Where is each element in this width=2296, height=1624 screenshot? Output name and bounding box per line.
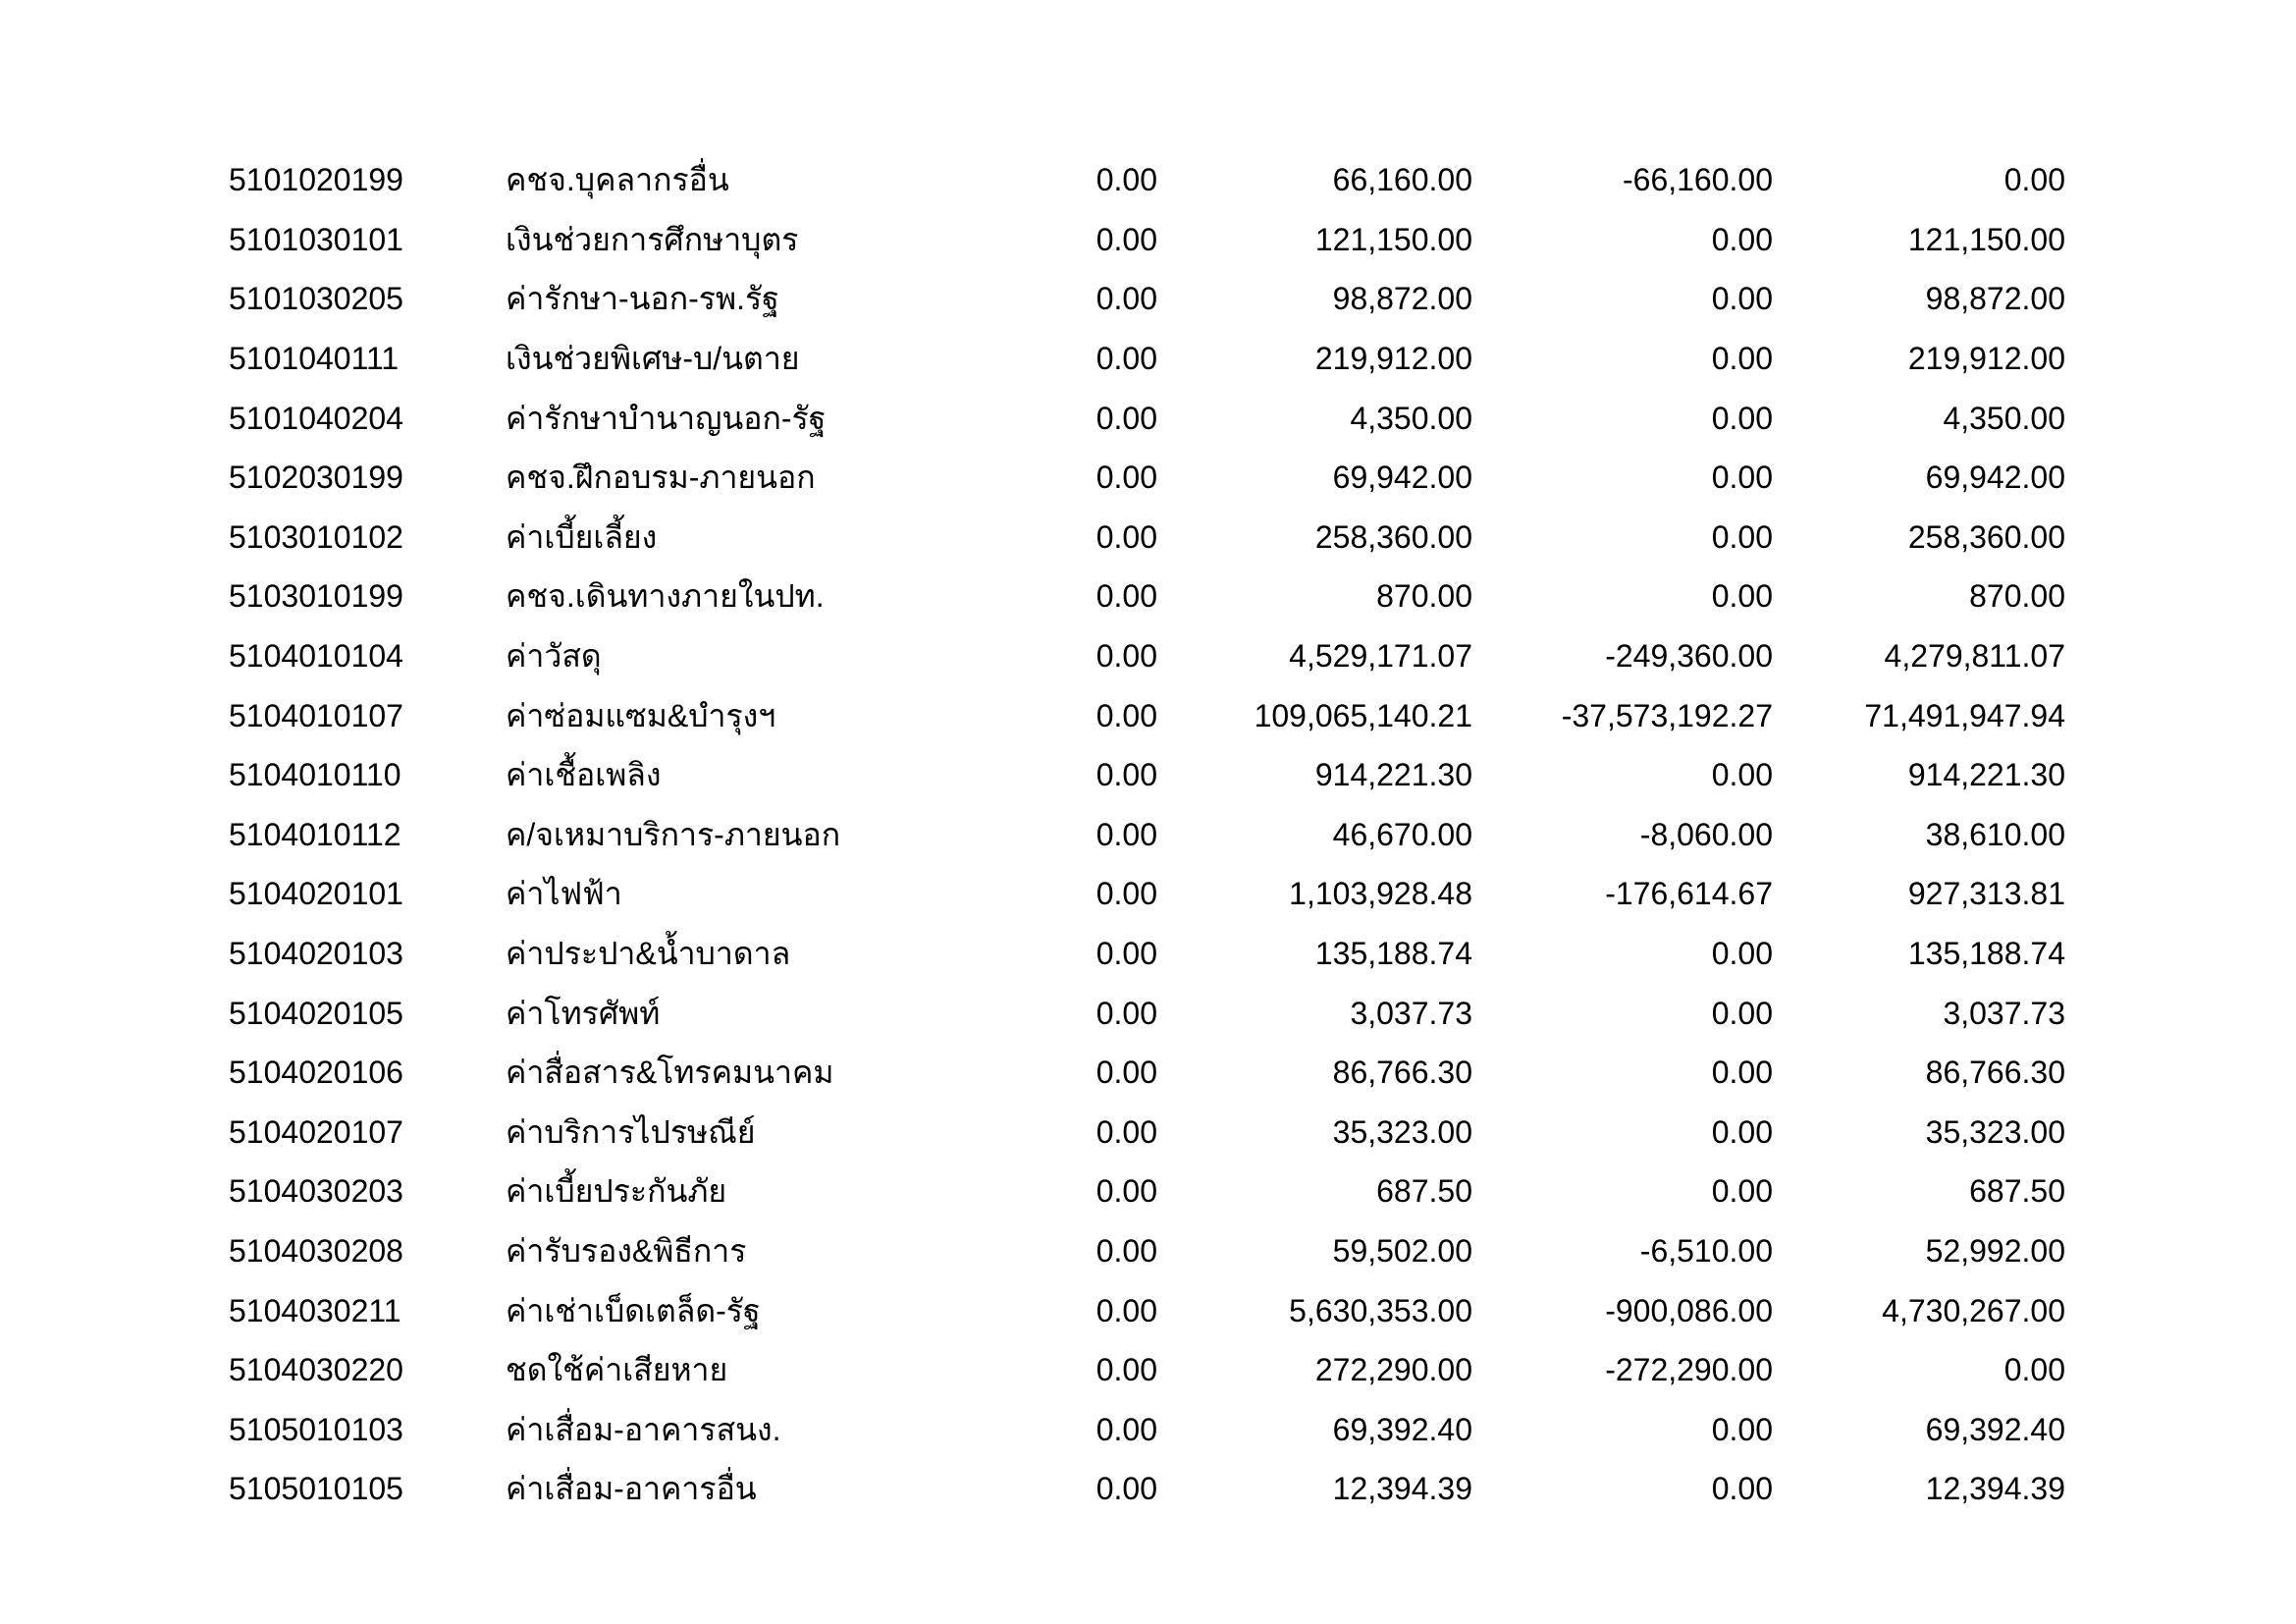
table-row (229, 1103, 2065, 1163)
amount-col1: 0.00 (1095, 162, 1157, 198)
account-description: ค่าวัสดุ (506, 638, 602, 675)
amount-col3: 0.00 (1711, 1173, 1773, 1210)
amount-col1: 0.00 (1095, 1411, 1157, 1447)
account-description: ค่าเชื้อเพลิง (506, 757, 662, 793)
table-row (229, 388, 2065, 448)
account-code: 5104020105 (229, 995, 403, 1031)
account-code: 5105010105 (229, 1471, 403, 1507)
amount-col2: 86,766.30 (1332, 1055, 1472, 1091)
amount-col3: -6,510.00 (1639, 1232, 1773, 1269)
account-description: ค่าโทรศัพท์ (506, 995, 661, 1031)
amount-col2: 5,630,353.00 (1289, 1292, 1472, 1328)
amount-col1: 0.00 (1095, 1113, 1157, 1150)
account-code: 5101030101 (229, 221, 403, 257)
amount-col1: 0.00 (1095, 1055, 1157, 1091)
account-code: 5104020106 (229, 1055, 403, 1091)
amount-col3: 0.00 (1711, 518, 1773, 555)
amount-col2: 272,290.00 (1314, 1352, 1472, 1388)
account-description: ค่ารักษาบำนาญนอก-รัฐ (506, 400, 827, 436)
amount-col4: 4,730,267.00 (1882, 1292, 2065, 1328)
account-description: ค่าประปา&น้ำบาดาล (506, 936, 791, 972)
amount-col4: 86,766.30 (1925, 1055, 2065, 1091)
amount-col1: 0.00 (1095, 816, 1157, 852)
account-code: 5104020103 (229, 936, 403, 972)
amount-col2: 219,912.00 (1314, 341, 1472, 377)
amount-col2: 4,529,171.07 (1289, 638, 1472, 675)
table-row (229, 1162, 2065, 1221)
amount-col2: 135,188.74 (1314, 936, 1472, 972)
amount-col1: 0.00 (1095, 1471, 1157, 1507)
account-description: คชจ.บุคลากรอื่น (506, 162, 729, 198)
amount-col2: 109,065,140.21 (1254, 697, 1472, 733)
amount-col1: 0.00 (1095, 400, 1157, 436)
amount-col1: 0.00 (1095, 1232, 1157, 1269)
amount-col2: 121,150.00 (1314, 221, 1472, 257)
amount-col4: 135,188.74 (1907, 936, 2065, 972)
account-code: 5104030203 (229, 1173, 403, 1210)
amount-col4: 35,323.00 (1925, 1113, 2065, 1150)
amount-col4: 4,350.00 (1943, 400, 2065, 436)
amount-col3: -8,060.00 (1639, 816, 1773, 852)
amount-col1: 0.00 (1095, 518, 1157, 555)
account-description: เงินช่วยการศึกษาบุตร (506, 221, 799, 257)
table-row (229, 1459, 2065, 1519)
amount-col4: 121,150.00 (1907, 221, 2065, 257)
amount-col3: 0.00 (1711, 341, 1773, 377)
table-row (229, 745, 2065, 805)
table-row (229, 329, 2065, 389)
table-row (229, 924, 2065, 984)
account-code: 5104030208 (229, 1232, 403, 1269)
account-code: 5105010103 (229, 1411, 403, 1447)
amount-col3: -272,290.00 (1605, 1352, 1773, 1388)
table-row (229, 567, 2065, 626)
account-code: 5104010104 (229, 638, 403, 675)
amount-col4: 71,491,947.94 (1864, 697, 2065, 733)
amount-col4: 4,279,811.07 (1884, 638, 2065, 675)
amount-col1: 0.00 (1095, 936, 1157, 972)
amount-col4: 0.00 (2003, 1352, 2065, 1388)
amount-col3: 0.00 (1711, 221, 1773, 257)
amount-col2: 59,502.00 (1332, 1232, 1472, 1269)
table-row (229, 1280, 2065, 1340)
amount-col3: -176,614.67 (1605, 876, 1773, 912)
table-row (229, 864, 2065, 924)
amount-col3: 0.00 (1711, 460, 1773, 496)
table-row (229, 1340, 2065, 1400)
table-row (229, 983, 2065, 1043)
table-row (229, 448, 2065, 508)
amount-col4: 52,992.00 (1925, 1232, 2065, 1269)
amount-col2: 687.50 (1376, 1173, 1472, 1210)
amount-col2: 258,360.00 (1314, 518, 1472, 555)
account-code: 5104020107 (229, 1113, 403, 1150)
account-description: ค่าเบี้ยเลี้ยง (506, 518, 658, 555)
account-code: 5101020199 (229, 162, 403, 198)
amount-col1: 0.00 (1095, 221, 1157, 257)
amount-col1: 0.00 (1095, 876, 1157, 912)
amount-col4: 98,872.00 (1925, 281, 2065, 317)
amount-col4: 38,610.00 (1925, 816, 2065, 852)
account-description: ค่าเสื่อม-อาคารอื่น (506, 1471, 757, 1507)
amount-col2: 46,670.00 (1332, 816, 1472, 852)
table-row (229, 1043, 2065, 1103)
account-code: 5104010107 (229, 697, 403, 733)
amount-col1: 0.00 (1095, 757, 1157, 793)
account-description: ค่าเสื่อม-อาคารสนง. (506, 1411, 781, 1447)
amount-col3: -66,160.00 (1622, 162, 1773, 198)
table-row (229, 210, 2065, 270)
table-row (229, 626, 2065, 686)
amount-col2: 98,872.00 (1332, 281, 1472, 317)
amount-col2: 4,350.00 (1350, 400, 1472, 436)
account-description: ค่าเช่าเบ็ดเตล็ด-รัฐ (506, 1292, 761, 1328)
amount-col1: 0.00 (1095, 1292, 1157, 1328)
account-description: คชจ.เดินทางภายในปท. (506, 578, 825, 615)
account-code: 5104020101 (229, 876, 403, 912)
amount-col1: 0.00 (1095, 281, 1157, 317)
amount-col2: 69,942.00 (1332, 460, 1472, 496)
amount-col1: 0.00 (1095, 995, 1157, 1031)
amount-col1: 0.00 (1095, 697, 1157, 733)
amount-col1: 0.00 (1095, 341, 1157, 377)
account-description: ค่ารับรอง&พิธีการ (506, 1232, 747, 1269)
account-description: ค/จเหมาบริการ-ภายนอก (506, 816, 841, 852)
account-description: ค่าไฟฟ้า (506, 876, 622, 912)
table-row (229, 1221, 2065, 1281)
amount-col3: 0.00 (1711, 281, 1773, 317)
amount-col2: 1,103,928.48 (1289, 876, 1472, 912)
amount-col4: 687.50 (1969, 1173, 2065, 1210)
amount-col4: 219,912.00 (1907, 341, 2065, 377)
account-code: 5104010112 (229, 816, 401, 852)
amount-col4: 3,037.73 (1943, 995, 2065, 1031)
amount-col3: 0.00 (1711, 995, 1773, 1031)
account-description: ค่าสื่อสาร&โทรคมนาคม (506, 1055, 834, 1091)
account-description: ค่ารักษา-นอก-รพ.รัฐ (506, 281, 779, 317)
amount-col3: 0.00 (1711, 1113, 1773, 1150)
amount-col4: 69,942.00 (1925, 460, 2065, 496)
amount-col1: 0.00 (1095, 638, 1157, 675)
amount-col3: 0.00 (1711, 400, 1773, 436)
account-description: คชจ.ฝึกอบรม-ภายนอก (506, 460, 816, 496)
account-code: 5101040111 (229, 341, 400, 377)
amount-col3: 0.00 (1711, 757, 1773, 793)
amount-col3: -249,360.00 (1605, 638, 1773, 675)
account-description: ชดใช้ค่าเสียหาย (506, 1352, 728, 1388)
account-code: 5104030211 (229, 1292, 401, 1328)
amount-col4: 914,221.30 (1907, 757, 2065, 793)
amount-col2: 35,323.00 (1332, 1113, 1472, 1150)
amount-col4: 870.00 (1969, 578, 2065, 615)
table-row (229, 269, 2065, 329)
amount-col4: 12,394.39 (1925, 1471, 2065, 1507)
amount-col2: 69,392.40 (1332, 1411, 1472, 1447)
table-row (229, 1399, 2065, 1459)
account-code: 5103010199 (229, 578, 403, 615)
amount-col4: 0.00 (2003, 162, 2065, 198)
amount-col3: -37,573,192.27 (1561, 697, 1773, 733)
account-description: ค่าบริการไปรษณีย์ (506, 1113, 756, 1150)
amount-col4: 927,313.81 (1907, 876, 2065, 912)
account-code: 5103010102 (229, 518, 403, 555)
account-description: ค่าเบี้ยประกันภัย (506, 1173, 727, 1210)
amount-col2: 870.00 (1376, 578, 1472, 615)
accounts-table (229, 150, 2065, 1519)
account-code: 5104030220 (229, 1352, 403, 1388)
account-code: 5101030205 (229, 281, 403, 317)
amount-col4: 69,392.40 (1925, 1411, 2065, 1447)
amount-col3: 0.00 (1711, 936, 1773, 972)
table-row (229, 508, 2065, 568)
amount-col4: 258,360.00 (1907, 518, 2065, 555)
amount-col3: 0.00 (1711, 1055, 1773, 1091)
account-description: เงินช่วยพิเศษ-บ/นตาย (506, 341, 800, 377)
account-description: ค่าซ่อมแซม&บำรุงฯ (506, 697, 776, 733)
account-code: 5102030199 (229, 460, 403, 496)
amount-col1: 0.00 (1095, 578, 1157, 615)
amount-col1: 0.00 (1095, 460, 1157, 496)
table-row (229, 150, 2065, 210)
account-code: 5104010110 (229, 757, 401, 793)
amount-col2: 914,221.30 (1314, 757, 1472, 793)
amount-col2: 66,160.00 (1332, 162, 1472, 198)
amount-col1: 0.00 (1095, 1352, 1157, 1388)
amount-col3: -900,086.00 (1605, 1292, 1773, 1328)
amount-col2: 12,394.39 (1332, 1471, 1472, 1507)
amount-col2: 3,037.73 (1350, 995, 1472, 1031)
amount-col3: 0.00 (1711, 1411, 1773, 1447)
amount-col1: 0.00 (1095, 1173, 1157, 1210)
amount-col3: 0.00 (1711, 578, 1773, 615)
table-row (229, 685, 2065, 745)
account-code: 5101040204 (229, 400, 403, 436)
amount-col3: 0.00 (1711, 1471, 1773, 1507)
table-row (229, 805, 2065, 865)
